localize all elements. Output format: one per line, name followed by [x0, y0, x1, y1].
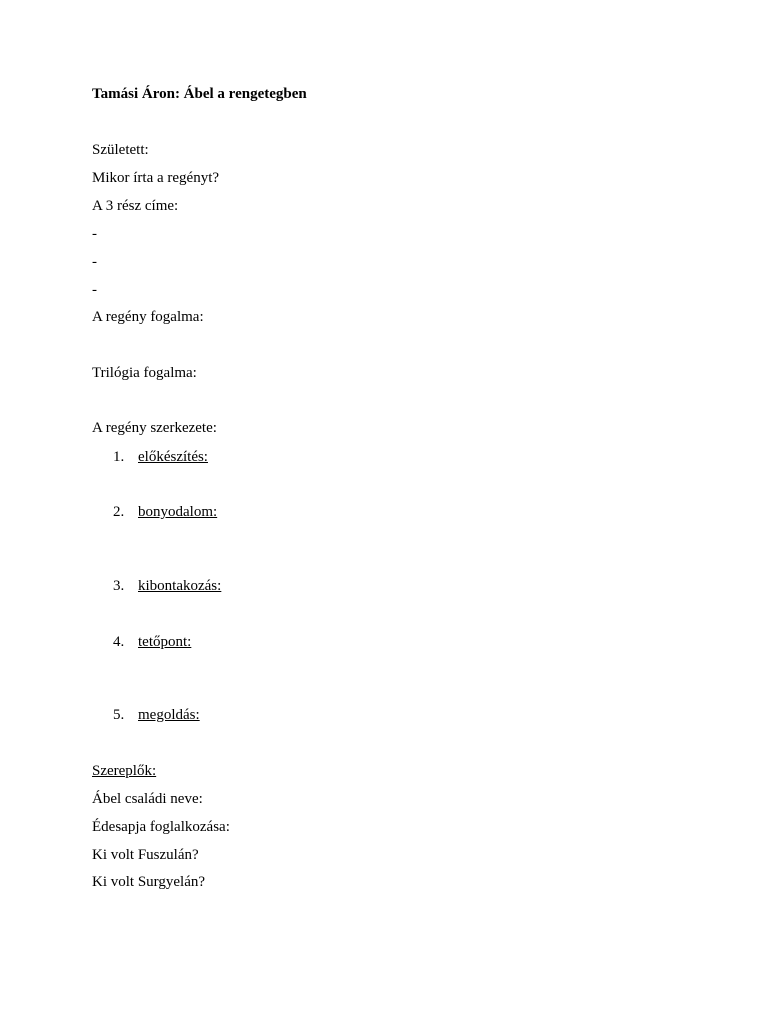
part-dash-1: - [92, 226, 97, 242]
structure-item-4 [113, 633, 191, 651]
part-dash-2: - [92, 254, 97, 270]
structure-item-label: megoldás: [138, 707, 200, 723]
question-born: Született: [92, 142, 149, 158]
question-novel-concept: A regény fogalma: [92, 309, 204, 325]
structure-item-label: kibontakozás: [138, 578, 222, 594]
structure-item-number: 2. [113, 504, 125, 520]
question-abel-family-name: Ábel családi neve: [92, 791, 203, 807]
question-trilogy-concept: Trilógia fogalma: [92, 365, 197, 381]
structure-item-1 [113, 448, 208, 466]
document-title: Tamási Áron: Ábel a rengetegben [92, 86, 307, 102]
characters-heading: Szereplők: [92, 763, 157, 779]
structure-item-number: 3. [113, 578, 125, 594]
question-fuszulan: Ki volt Fuszulán? [92, 847, 199, 863]
question-surgyelan: Ki volt Surgyelán? [92, 874, 206, 890]
question-father-occupation: Édesapja foglalkozása: [92, 819, 230, 835]
structure-item-3 [113, 577, 221, 595]
structure-item-label: tetőpont: [138, 634, 192, 650]
structure-item-2 [113, 503, 217, 521]
structure-item-label: bonyodalom: [138, 504, 218, 520]
structure-item-number: 4. [113, 634, 125, 650]
part-dash-3: - [92, 282, 97, 298]
question-three-parts: A 3 rész címe: [92, 198, 179, 214]
structure-item-label: előkészítés: [138, 449, 208, 465]
question-when-written: Mikor írta a regényt? [92, 170, 220, 186]
structure-item-number: 5. [113, 707, 125, 723]
question-novel-structure: A regény szerkezete: [92, 420, 217, 436]
structure-item-5 [113, 706, 200, 724]
structure-item-number: 1. [113, 449, 125, 465]
